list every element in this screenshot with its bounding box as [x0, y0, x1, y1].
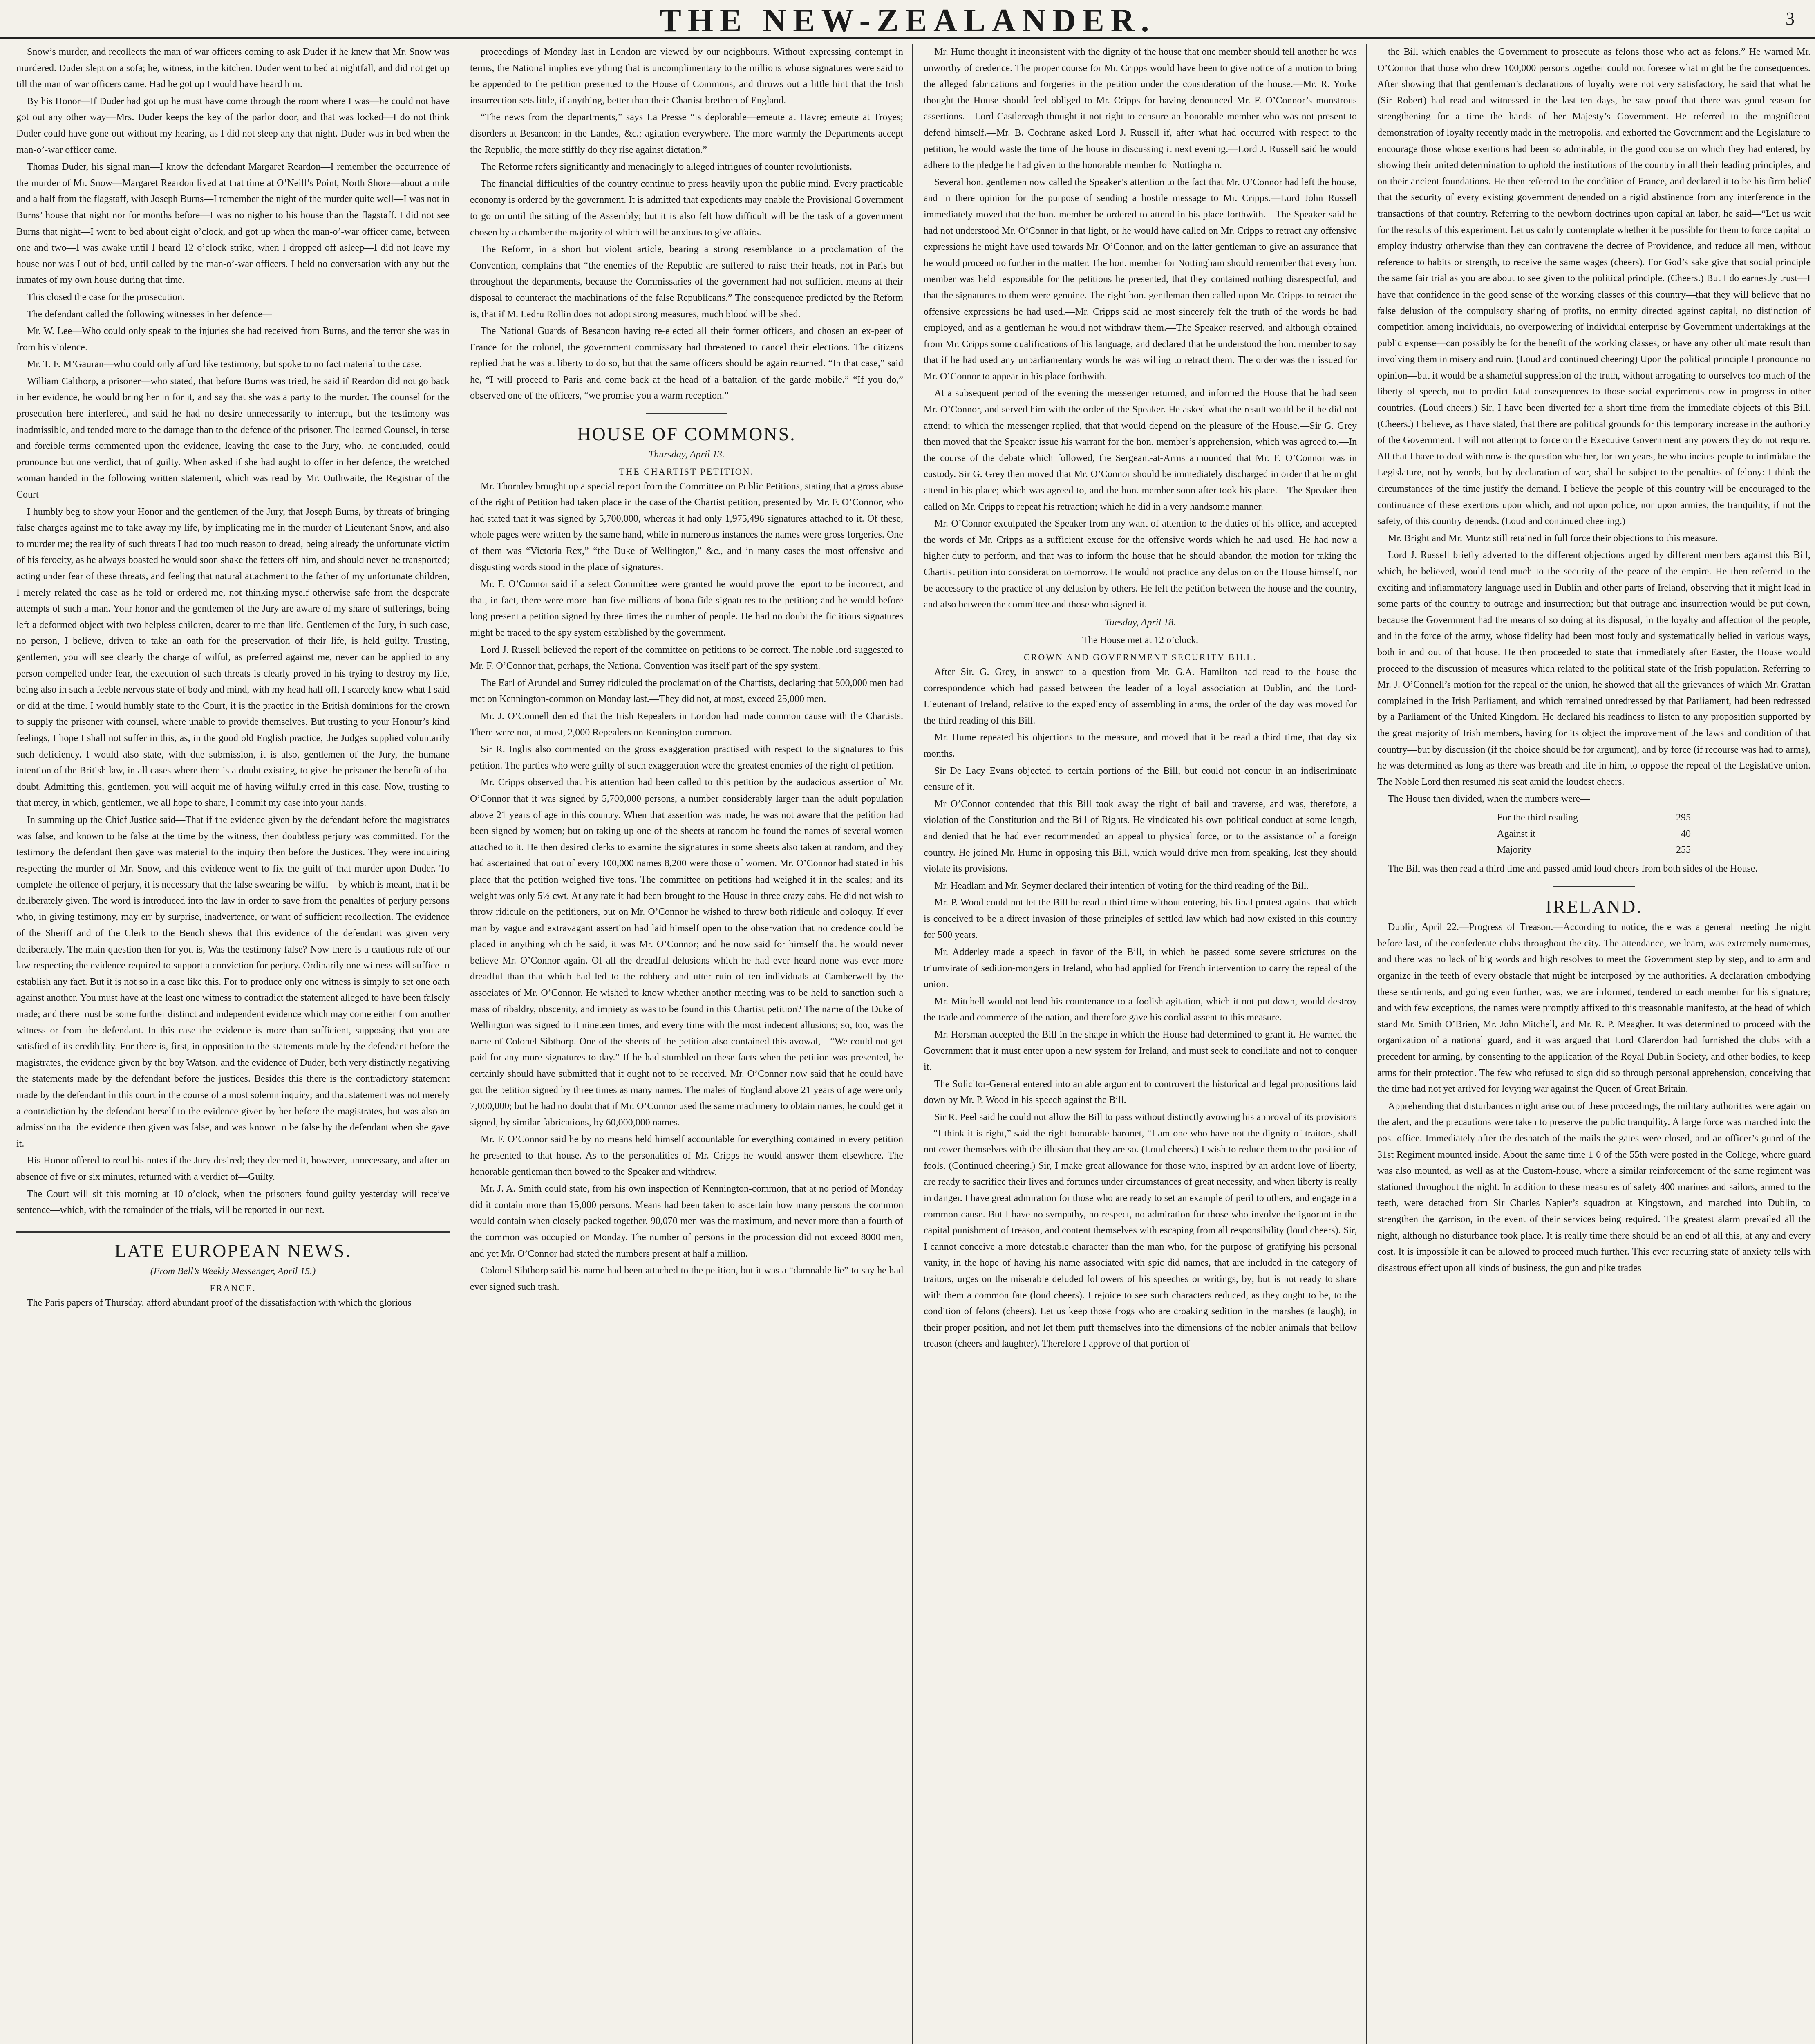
source-line: (From Bell’s Weekly Messenger, April 15.): [150, 1266, 316, 1277]
article-paragraph: The Reforme refers significantly and menacingly to alleged intrigues of counter revolutionists.: [481, 161, 853, 173]
article-paragraph: “The news from the departments,” says La Presse “is deplorable—emeute at Havre; emeute at Troyes; disorders at Besancon; in the Landes, &c.; agitation everywhere. The more warmly the Departments accept the Republic, the more stiffly do they rise against dictation.”: [470, 112, 903, 155]
article-paragraph: Mr. Thornley brought up a special report from the Committee on Public Petitions, stating that a gross abuse of the right of Petition had taken place in the case of the Chartist petition, presented by Mr. F. O’Connor, who had stated that it was signed by 5,700,000, whereas it had only 1,975,496 signatures attached to it. Of these, whole pages were written by the same hand, while in numerous instances the names were gross forgeries. One of them was “Victoria Rex,” “the Duke of Wellington,” &c., and in many cases the most offensive and disgusting words stood in the place of signatures.: [470, 481, 903, 573]
section-divider: [16, 1231, 450, 1233]
article-paragraph: In summing up the Chief Justice said—That if the evidence given by the defendant before the magistrates was false, and known to be false at the time by the witness, then doubtless perjury was committed. For the testimony the defendant then gave was material to the inquiry then before the Justices. They were inquiring respecting the murder of Mr. Snow, and this evidence went to fix the guilt of that murder upon Duder. To complete the offence of perjury, it is necessary that the false swearing be wilful—by which is meant, that it be deliberately given. The word is introduced into the law in order to save from the penalties of perjury persons who, in giving testimony, may err by surprise, inadvertence, or want of sufficient recollection. The evidence of the Sheriff and of the Clerk to the Bench shews that this evidence of the defendant was given very deliberately. The main question then for you is, Was the testimony false? Now there is a cautious rule of our law respecting the evidence required to support a conviction for perjury. Ordinarily one witness will suffice to establish any fact. But it is not so in a case like this. For to produce only one witness is simply to set one oath against another. You must have at the least one witness to contradict the statement alleged to have been falsely made; and there must be some further distinct and independent evidence which may come either from another witness or from the defendant. In this case the evidence is more than sufficient, supposing that you are satisfied of its credibility. For there is, first, in opposition to the statements made by the defendant before the magistrates, the evidence given by the boy Watson, and the evidence of Duder, both very distinctly negativing the statements made by the defendant before the justices. Besides this there is the contradictory statement made by the defendant in this court in the course of a most solemn inquiry; and that statement was not merely a contradiction by the defendant herself to the evidence given by her before the magistrates, but was also an admission that the evidence then given was false, and was known to be false by the defendant when she gave it.: [16, 814, 450, 1149]
column-2-paragraphs: [470, 44, 903, 404]
column-rule: [1366, 44, 1367, 2044]
article-paragraph: Mr. Mitchell would not lend his countenance to a foolish agitation, which it not put down, would destroy the trade and commerce of the nation, and therefore gave his cordial assent to this measure.: [924, 996, 1357, 1023]
article-paragraph: The financial difficulties of the country continue to press heavily upon the public mind. Every practicable economy is ordered by the government. It is admitted that expedients may enable the Provisional Government to go on until the sitting of the Assembly; but it is also felt how difficult will be the task of a government chosen by a chamber the majority of which will be anxious to give affairs.: [470, 178, 903, 238]
column-4-paragraphs: [1377, 44, 1811, 807]
subhead-france: FRANCE.: [210, 1283, 256, 1293]
column-1-paragraphs: [16, 44, 450, 1219]
article-paragraph: By his Honor—If Duder had got up he must have come through the room where I was—he could not have got out any other way—Mrs. Duder keeps the key of the parlor door, and that was locked—I do not think Duder could have gone out without my hearing, as I did not sleep any that night. Duder was in bed when the man-o’-war officer came.: [16, 96, 450, 155]
page-number: 3: [1786, 9, 1795, 29]
article-paragraph: the Bill which enables the Government to prosecute as felons those who act as felons.” He warned Mr. O’Connor that those who drew 100,000 persons together could not foresee what might be the consequences. After showing that that gentleman’s declarations of loyalty were not very satisfactory, he said that what he (Sir Robert) had read and witnessed in the last ten days, he saw proof that there was good reason for strengthening for a time the hands of her Majesty’s Government. He referred to the magnificent demonstration of loyalty recently made in the metropolis, and exhorted the Government and the Legislature to encourage those whose exertions had been so admirable, in the good course on which they had entered, by showing their united determination to uphold the institutions of the country in all their leading principles, and on their ancient foundations. He then referred to the condition of France, and declared it to be his firm belief that the security of every existing government depended on a rigid abstinence from any interference in the transactions of that country. Referring to the newborn doctrines upon capital an labor, he said—“Let us wait for the results of this experiment. Let us calmly contemplate whether it be possible for them to force capital to employ industry otherwise than they can contravene the decree of Providence, and reduce all men, without reference to habits or strength, to receive the same wages (cheers). For God’s sake give that social principle the same fair trial as you are about to see given to the political principle. (Cheers.) But I do earnestly trust—I have that confidence in the good sense of the working classes of this country—that they will believe that no false delusion of the compulsory sharing of profits, no enmity directed against capital, no distinction of competition among individuals, no overpowering of individual enterprise by Government undertakings at the public expense—can possibly be for the benefit of the working classes, or have any other ultimate result than involving them in misery and ruin. (Loud and continued cheering) Upon the political principle I pronounce no opinion—but it would be a shameful suppression of the truth, without arrogating to ourselves too much of the liberty of speech, not to predict fatal consequences to those social experiments now in progress in other countries. (Loud cheers.) Sir, I have been diverted for a short time from the immediate objects of this Bill. (Cheers.) I believe, as I have stated, that there are political grounds for this temporary increase in the authority of the Government. I will not attempt to force on the Executive Government any powers they do not require. All that I have to deal with now is the question whether, for two years, he who incites people to intimidate the Legislature, not by words, but by declaration of war, shall be subject to the penalties of felony: I think the circumstances of the time justify the demand. I believe the people of this country will be encouraged to the continuance of these exertions upon which, and not upon police, nor upon armies, the tranquility, if not the safety, of this country depends. (Loud and continued cheering.): [1377, 47, 1811, 527]
article-paragraph: This closed the case for the prosecution.: [27, 291, 185, 303]
article-paragraph: Mr O’Connor contended that this Bill took away the right of bail and traverse, and was, therefore, a violation of the Constitution and the Bill of Rights. He vindicated his own political conduct at some length, and denied that he had ever recommended an appeal to physical force, or to the assistance of a foreign country. He joined Mr. Hume in opposing this Bill, which would drive men from speaking, lest they should violate its provisions.: [924, 798, 1357, 874]
masthead: [0, 0, 1815, 39]
article-paragraph: Sir R. Peel said he could not allow the Bill to pass without distinctly avowing his approval of its provisions —“I think it is right,” said the right honorable baronet, “I am one who have not the dignity of traitors, shall not cover themselves with the illusion that they are so. (Loud cheers.) I wish to reduce them to the position of fools. (Continued cheering.) Sir, I make great allowance for those who, inspired by an ardent love of liberty, are ready to sacrifice their lives and fortunes under circumstances of great necessity, and when liberty is really in danger. I have great admiration for those who are ready to set an example of peril to others, and engage in a common cause. But I have no sympathy, no respect, no admiration for those who involve the ignorant in the capital punishment of treason, and content themselves with escaping from all responsibility (loud cheers). Sir, I cannot conceive a more detestable character than the man who, for the purpose of gratifying his personal vanity, in the hope of having his name associated with spic did names, that are included in the category of traitors, urges on the miserable deluded followers of his speeches or writings, by; but is not ready to share with them a common fate (loud cheers). I rejoice to see such characters reduced, as they ought to be, to the condition of felons (cheers). Let us keep those frogs who are croaking sedition in the marshes (a laugh), in their proper position, and not let them puff themselves into the dimensions of the nobler animals that bellow treason (cheers and laughter). Therefore I approve of that portion of: [924, 1112, 1357, 1349]
division-row: [1377, 826, 1811, 843]
division-row: [1377, 842, 1811, 858]
division-label: Majority: [1497, 845, 1531, 856]
article-paragraph: Mr. F. O’Connor said if a select Committee were granted he would prove the report to be incorrect, and that, in fact, there were more than five millions of bona fide signatures to the petition; and he would before long present a petition signed by three times the number of people. He had no doubt the fictitious signatures might be traced to the spy system established by the government.: [470, 579, 903, 638]
article-paragraph: Mr. Bright and Mr. Muntz still retained in full force their objections to this measure.: [1388, 533, 1718, 544]
article-paragraph: Mr. Horsman accepted the Bill in the shape in which the House had determined to grant it. He warned the Government that it must enter upon a new system for Ireland, and must seek to conciliate and not to conquer it.: [924, 1029, 1357, 1073]
short-rule: [1553, 886, 1635, 887]
column-3-paragraphs: [924, 44, 1357, 613]
division-label: Against it: [1497, 828, 1535, 839]
article-paragraph: Apprehending that disturbances might arise out of these proceedings, the military authorities were again on the alert, and the precautions were taken to preserve the public tranquility. A large force was marched into the post office. Immediately after the despatch of the mails the gates were closed, and an officer’s guard of the 31st Regiment mounted inside. About the same time 1 0 of the 55th were posted in the College, where guard was also mounted, as well as at the Custom-house, where a similar reinforcement of the same regiment was stationed throughout the night. In addition to these measures of safety 400 marines and sailors, armed to the teeth, were detached from Sir Charles Napier’s squadron at Kingstown, and marched into Dublin, to strengthen the garrison, in the event of their services being required. The greatest alarm prevailed all the night, although no disturbance took place. It is really time there should be an end of all this, at any and every cost. It is impossible it can be allowed to proceed much further. This ever recurring state of anxiety tells with disastrous effect upon all kinds of business, the gun and pike trades: [1377, 1100, 1811, 1273]
meeting-line: The House met at 12 o’clock.: [1082, 635, 1198, 646]
article-paragraph: The National Guards of Besancon having re-elected all their former officers, and chosen an ex-peer of France for the colonel, the government commissary had threatened to cancel their elections. The citizens replied that he was at liberty to do so, but that the same officers should be again returned. “In that case,” said he, “I will proceed to Paris and come back at the head of a battalion of the garde mobile.” “If you do,” observed one of the officers, “we promise you a warm reception.”: [470, 326, 903, 401]
article-paragraph: At a subsequent period of the evening the messenger returned, and informed the House that he had seen Mr. O’Connor, and served him with the order of the Speaker. He asked what the result would be if he did not attend; to which the messenger replied, that that would depend on the pleasure of the House.—Sir G. Grey then moved that the Speaker issue his warrant for the hon. member’s apprehension, which was agreed to.—In the course of the debate which followed, the Sergeant-at-Arms announced that Mr. F. O’Connor was in custody. Sir G. Grey then moved that Mr. O’Connor should be immediately discharged in order that he might attend in his place; which was agreed to, and the hon. member soon after took his place.—The Speaker then called on Mr. Cripps to repeat his retraction; which he did in a very handsome manner.: [924, 388, 1357, 512]
article-paragraph: proceedings of Monday last in London are viewed by our neighbours. Without expressing contempt in terms, the National implies everything that is uncomplimentary to the millions whose signatures were said to be appended to the petition presented to the House of Commons, and throws out a little hint that the Irish insurrection sets little, if anything, better than their Chartist brethren of England.: [470, 47, 903, 106]
article-paragraph: Mr. Hume thought it inconsistent with the dignity of the house that one member should tell another he was unworthy of credence. The proper course for Mr. Cripps would have been to give notice of a motion to bring the alleged fabrications and forgeries in the petition under the consideration of the house.—Mr. R. Yorke thought the House should feel obliged to Mr. Cripps for having denounced Mr. F. O’Connor’s monstrous assertions.—Lord Castlereagh thought it not right to censure an honorable member who was not present to defend himself.—Mr. B. Cochrane asked Lord J. Russell if, after what had occurred with respect to the petition, he would waste the time of the house in discussing it next evening.—Lord J. Russell said he would adhere to the pledge he had given to the honorable member for Nottingham.: [924, 47, 1357, 171]
article-paragraph: Sir R. Inglis also commented on the gross exaggeration practised with respect to the signatures to this petition. The parties who were guilty of such exaggeration were the greatest enemies of the right of petition.: [470, 744, 903, 771]
article-paragraph: After Sir. G. Grey, in answer to a question from Mr. G.A. Hamilton had read to the house the correspondence which had passed between the leader of a loyal association at Dublin, and the Lord-Lieutenant of Ireland, relative to the expediency of assembling in arms, the order of the day was moved for the third reading of this Bill.: [924, 666, 1357, 726]
article-paragraph: I humbly beg to show your Honor and the gentlemen of the Jury, that Joseph Burns, by threats of bringing false charges against me to take away my life, by implicating me in the murder of Lieutenant Snow, and also to murder me; the reality of such threats I had too much reason to dread, being already the unfortunate victim of his ferocity, as he always boasted he would soon shake the fetters off him, and should never be transported; acting under fear of these threats, and feeling that natural attachment to the father of my unfortunate children, I merely related the case as he told or ordered me, not thinking myself otherwise safe from the desperate attempts of such a man. Your honor and the gentlemen of the Jury are aware of my share of sufferings, being left a deformed object with two helpless children, dearer to me than life. Gentlemen of the Jury, in such case, no person, I believe, driven to take an oath for the preservation of their life, is held guilty. Trusting, gentlemen, you will see clearly the charge of wilful, as preferred against me, never can be applied to any person compelled under fear, the execution of such threats is clearly proved in his trying to destroy my life, being also in such a feeble nervous state of body and mind, with my head half off, I scarcely knew what I said or did at the time. I would humbly state to the Court, it is the practice in the British dominions for the crown to supply the prisoner with counsel, where unable to provide themselves. But trusting to your Honour’s kind feelings, I hope I shall not suffer in this, as, in the good old English practice, the Judges supplied voluntarily such deficiency. I would also state, with due submission, it is also, gentlemen of the Jury, the humane intention of the British law, in all cases where there is a doubt existing, to give the prisoner the benefit of that doubt. Admitting this, gentlemen, you will acquit me of having wilfully erred in this case. Now, trusting to that mercy, in which, gentlemen, we all hope to share, I commit my case into your hands.: [16, 506, 450, 809]
article-paragraph: The Paris papers of Thursday, afford abundant proof of the dissatisfaction with which the glorious: [27, 1298, 412, 1309]
article-paragraph: Several hon. gentlemen now called the Speaker’s attention to the fact that Mr. O’Connor had left the house, and in there opinion for the purpose of sending a hostile message to Mr. Cripps.—Lord John Russell immediately moved that the hon. member be ordered to attend in his place forthwith.—The Speaker said he had not understood Mr. O’Connor in that light, or he would have called on Mr. Cripps to retract any offensive expressions he might have used towards Mr. O’Connor, and on the latter gentleman to give an assurance that he would proceed no further in the matter. The hon. member for Nottingham should remember that every hon. member was held responsible for the petitions he presented, that they contained nothing disrespectful, and that the signatures to them were genuine. The right hon. gentleman then called upon Mr. Cripps to retract the offensive expressions he had used.—Mr. Cripps said he most sincerely felt the truth of the words he had employed, and as a gentleman he would not withdraw them.—The Speaker reserved, and although obtained from Mr. Cripps some qualifications of his language, and declared that he understood the hon. member to say that if he had used any unparliamentary words he was willing to retract them. The order was then issued for Mr. O’Connor to appear in his place forthwith.: [924, 177, 1357, 382]
column-4: [1377, 44, 1811, 2044]
section-title-house-of-commons: HOUSE OF COMMONS.: [577, 424, 796, 445]
division-value: 255: [1676, 845, 1691, 856]
newspaper-title: THE NEW-ZEALANDER.: [659, 3, 1156, 39]
article-paragraph: William Calthorp, a prisoner—who stated, that before Burns was tried, he said if Reardon did not go back in her evidence, he would bring her in for it, and say that she was a party to the murder. The counsel for the prosecution here interfered, and said he had no desire unnecessarily to interrupt, but the testimony was inadmissible, and tended more to the damage than to the defence of the prisoner. The learned Counsel, in terse and forcible terms commented upon the evidence, leaving the case to the Jury, who, he concluded, could pronounce but one verdict, that of guilty. When asked if she had aught to offer in her defence, the wretched woman handed in the following written statement, which was read by Mr. Outhwaite, the Registrar of the Court—: [16, 376, 450, 500]
article-paragraph: The Reform, in a short but violent article, bearing a strong resemblance to a proclamation of the Convention, complains that “the enemies of the Republic are suffered to raise their heads, not in Paris but throughout the departments, because the Commissaries of the government had not sufficient means at their disposal to counteract the machinations of the false Republicans.” The consequence predicted by the Reform is, that if M. Ledru Rollin does not adopt strong measures, much blood will be shed.: [470, 244, 903, 320]
column-rule: [912, 44, 913, 2044]
article-paragraph: Sir De Lacy Evans objected to certain portions of the Bill, but could not concur in an indiscriminate censure of it.: [924, 765, 1357, 793]
article-paragraph: Dublin, April 22.—Progress of Treason.—According to notice, there was a general meeting the night before last, of the confederate clubs throughout the city. The attendance, we learn, was extremely numerous, and there was no lack of big words and high resolves to meet the Government step by step, and to arm and organize in the teeth of every obstacle that might be interposed by the authorities. A declaration embodying these sentiments, and going even further, was, we are informed, tendered to each member for his signature; and with few exceptions, the names were promptly affixed to this treasonable manifesto, at the head of which stand Mr. Smith O’Brien, Mr. John Mitchell, and Mr. R. P. Meagher. It was determined to proceed with the organization of a national guard, and it was argued that Lord Clarendon had furnished the clubs with a precedent for arming, by consenting to the application of the Royal Dublin Society, and other bodies, to keep arms for their protection. The few who refused to sign did so through personal apprehension, conceiving that the time had not yet arrived for levying war against the Queen of Great Britain.: [1377, 922, 1811, 1095]
division-value: 295: [1676, 812, 1691, 823]
article-paragraph: Mr. F. O’Connor said he by no means held himself accountable for everything contained in every petition he presented to that house. As to the personalities of Mr. Cripps he would answer them elsewhere. The honorable gentleman then bowed to the Speaker and withdrew.: [470, 1134, 903, 1177]
article-paragraph: The Bill was then read a third time and passed amid loud cheers from both sides of the House.: [1388, 863, 1758, 874]
article-paragraph: Thomas Duder, his signal man—I know the defendant Margaret Reardon—I remember the occurrence of the murder of Mr. Snow—Margaret Reardon lived at that time at O’Neill’s Point, North Shore—about a mile and a half from the flagstaff, with Joseph Burns—I remember the night of the murder quite well—I was not in Burns’ house that night nor for months before—I was no nigher to his house than the flagstaff. I did not see Burns that night—I went to bed about eight o’clock, and got up when the man-o’-war officer came, between one and two—I was awake until I heard 12 o’clock strike, when I dropped off asleep—I did not leave my house nor was I out of bed, until called by the man-o’-war officers. I held no conversation with any but the inmates of my own house during that time.: [16, 161, 450, 286]
article-paragraph: Mr. P. Wood could not let the Bill be read a third time without entering, his final protest against that which is conceived to be a direct invasion of those principles of settled law which had now existed in this country for 500 years.: [924, 897, 1357, 941]
article-paragraph: Mr. Headlam and Mr. Seymer declared their intention of voting for the third reading of the Bill.: [934, 880, 1309, 891]
column-2: [470, 44, 903, 2044]
article-paragraph: Mr. J. A. Smith could state, from his own inspection of Kennington-common, that at no period of Monday did it contain more than 15,000 persons. Means had been taken to ascertain how many persons the common would contain when closely packed together. 90,070 men was the maximum, and never more than a fourth of the common was occupied on Monday. The number of persons in the procession did not exceed 8000 men, and yet Mr. O’Connor had stated the numbers present at half a million.: [470, 1183, 903, 1259]
article-paragraph: Snow’s murder, and recollects the man of war officers coming to ask Duder if he knew that Mr. Snow was murdered. Duder slept on a sofa; he, witness, in the kitchen. Duder went to bed at nightfall, and did not get up till the man of war officers came. Had he got up I would have heard him.: [16, 47, 450, 90]
subhead-crown-security-bill: CROWN AND GOVERNMENT SECURITY BILL.: [1023, 652, 1257, 662]
division-label: For the third reading: [1497, 812, 1578, 823]
subhead-chartist-petition: THE CHARTIST PETITION.: [619, 466, 754, 477]
article-paragraph: The House then divided, when the numbers were—: [1388, 793, 1590, 805]
article-paragraph: The Earl of Arundel and Surrey ridiculed the proclamation of the Chartists, declaring that 500,000 men had met on Kennington-common on Monday last.—They did not, at most, exceed 25,000 men.: [470, 677, 903, 705]
article-paragraph: Mr. J. O’Connell denied that the Irish Repealers in London had made common cause with the Chartists. There were not, at most, 2,000 Repealers on Kennington-common.: [470, 710, 903, 738]
article-paragraph: Mr. O’Connor exculpated the Speaker from any want of attention to the duties of his office, and accepted the words of Mr. Cripps as a sufficient excuse for the offensive words which he had used. He had now a higher duty to perform, and that was to inform the house that he should abandon the motion for taking the Chartist petition into consideration to-morrow. He would not practice any delusion on the House himself, nor be accessory to the practice of any delusion by others. He left the petition between the house and the country, and also between the committee and those who signed it.: [924, 518, 1357, 610]
article-paragraph: The defendant called the following witnesses in her defence—: [27, 309, 272, 320]
article-paragraph: Mr. Cripps observed that his attention had been called to this petition by the audacious assertion of Mr. O’Connor that it was signed by 5,700,000 persons, a number considerably larger than the adult population above 21 years of age in this country. When that assertion was made, he was not aware that the petition had been signed by women; but on taking up one of the sheets at random he found the names of several women attached to it. He then desired clerks to examine the signatures in some sheets also taken at random, and they had ascertained that out of every 100,000 names 8,200 were those of women. Mr. O’Connor had stated in his place that the petition weighed five tons. The committee on petitions had weighed it in the scales; and its weight was only 5½ cwt. At any rate it had been brought to the House in three crazy cabs. He did not wish to throw ridicule on the petitioners, but on Mr. O’Connor he wished to throw both ridicule and obloquy. If ever man by vague and extravagant assertion had laid himself open to the observation that no credence could be placed in anything which he said, it was Mr. O’Connor; and he now said for himself that he would never believe Mr. O’Connor again. Of all the dreadful delusions which he had ever heard none was ever more dreadful than that which had led to the robbery and utter ruin of ten individuals at Camberwell by the associates of Mr. O’Connor. He wished to know whether another meeting was to be held to sanction such a mass of ribaldry, obscenity, and impiety as was to be found in this Chartist petition? The name of the Duke of Wellington was signed to it nineteen times, and every time with the most indecent allusions; so, too, was the name of Colonel Sibthorp. One of the sheets of the petition also contained this avowal,—“We could not get paid for any more signatures to-day.” If he had stumbled on these facts when the petition was presented, he certainly should have submitted that it ought not to be received. Mr. O’Connor now said that he could have got the petition signed by three times as many names. The males of England above 21 years of age were only 7,000,000; but he had no doubt that if Mr. O’Connor used the same machinery to obtain names, he could get it signed, by similar fabrications, by 60,000,000 names.: [470, 777, 903, 1128]
short-rule: [646, 413, 727, 414]
section-title-ireland: IRELAND.: [1545, 896, 1643, 917]
article-paragraph: Mr. Hume repeated his objections to the measure, and moved that it be read a third time, that day six months.: [924, 732, 1357, 759]
column-2-paragraphs-continued: [470, 479, 903, 1295]
article-paragraph: Lord J. Russell briefly adverted to the different objections urged by different members against this Bill, which, he believed, would tend much to the security of the peace of the empire. He then referred to the exciting and inflammatory language used in Dublin and other parts of Ireland, observing that it might lead in some parts of the country to outrage and insurrection; but that outrage and insurrection would be put down, because the Government had the means of so doing at its disposal, in the loyalty and affection of the people, and in the force of the army, whose fidelity had been most fouly and systematically belied in various ways, both in and out of that house. He then proceeded to state that immediately after Easter, the House would proceed to the discussion of measures which related to the political state of the Irish population. Referring to Mr. J. O’Connell’s motion for the repeal of the union, he showed that all the grievances of which Mr. Grattan complained in the Irish Parliament, and which remained unredressed by that Parliament, had been redressed by a Parliament of the United Kingdom. He declared his readiness to listen to any proposition supported by the great majority of Irish members, having for its object the improvement of the laws and condition of that country—but by discussion (if the choice should be for argument), and by force (if recourse was had to arms), he was determined as long as there was breath and life in him, to oppose the repeal of the Legislative union. The Noble Lord then resumed his seat amid the loudest cheers.: [1377, 550, 1811, 787]
article-paragraph: His Honor offered to read his notes if the Jury desired; they deemed it, however, unnecessary, and after an absence of five or six minutes, returned with a verdict of—Guilty.: [16, 1155, 450, 1182]
article-paragraph: Lord J. Russell believed the report of the committee on petitions to be correct. The noble lord suggested to Mr. F. O’Connor that, perhaps, the National Convention was itself part of the spy system.: [470, 644, 903, 672]
column-1: [16, 44, 450, 2044]
division-value: 40: [1681, 828, 1691, 839]
article-paragraph: Mr. Adderley made a speech in favor of the Bill, in which he passed some severe strictures on the triumvirate of sedition-mongers in Ireland, who had applied for French intervention to carry the repeal of the union.: [924, 947, 1357, 990]
article-paragraph: Colonel Sibthorp said his name had been attached to the petition, but it was a “damnable lie” to say he had ever signed such trash.: [470, 1265, 903, 1292]
division-table: [1377, 810, 1811, 858]
column-4-paragraphs-continued: [1377, 919, 1811, 1276]
column-3-paragraphs-continued: [924, 664, 1357, 1352]
article-paragraph: Mr. T. F. M’Gauran—who could only afford like testimony, but spoke to no fact material to the case.: [27, 359, 422, 370]
date-line: Tuesday, April 18.: [1104, 617, 1176, 628]
section-title-late-european-news: LATE EUROPEAN NEWS.: [114, 1240, 351, 1261]
article-paragraph: The Solicitor-General entered into an able argument to controvert the historical and legal propositions laid down by Mr. P. Wood in his speech against the Bill.: [924, 1078, 1357, 1106]
division-row: [1377, 810, 1811, 826]
article-paragraph: The Court will sit this morning at 10 o’clock, when the prisoners found guilty yesterday will receive sentence—which, with the remainder of the trials, will be reported in our next.: [16, 1188, 450, 1216]
column-3: [924, 44, 1357, 2044]
article-paragraph: Mr. W. Lee—Who could only speak to the injuries she had received from Burns, and the terror she was in from his violence.: [16, 326, 450, 353]
date-line: Thursday, April 13.: [648, 449, 725, 460]
